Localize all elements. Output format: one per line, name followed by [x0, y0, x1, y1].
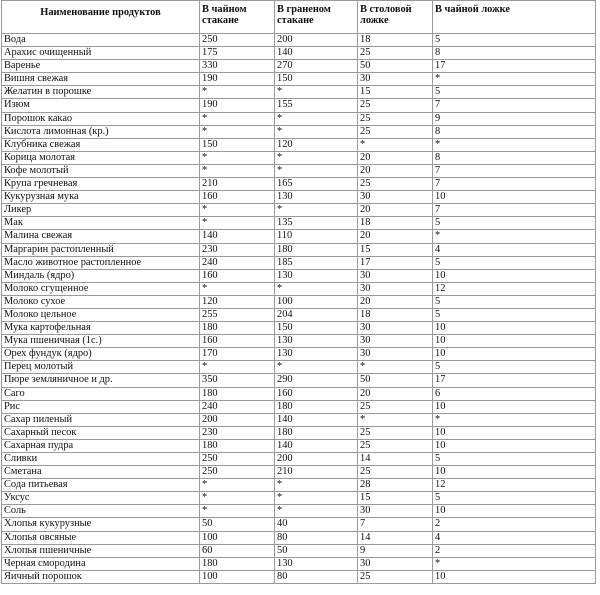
product-name-cell: Желатин в порошке	[2, 86, 200, 99]
product-name-cell: Орех фундук (ядро)	[2, 348, 200, 361]
table-row	[2, 544, 596, 557]
teaspoon-cell: 8	[433, 125, 596, 138]
teaspoon-cell: 5	[433, 361, 596, 374]
product-name-cell: Сахарный песок	[2, 426, 200, 439]
tablespoon-cell: 18	[358, 308, 433, 321]
tablespoon-cell: 30	[358, 322, 433, 335]
product-name-cell: Яичный порошок	[2, 570, 200, 583]
table-row	[2, 217, 596, 230]
tablespoon-cell: *	[358, 138, 433, 151]
product-name-cell: Молоко сгущенное	[2, 282, 200, 295]
product-name-cell: Корица молотая	[2, 151, 200, 164]
faceted-glass-cell: 130	[275, 191, 358, 204]
tablespoon-cell: 30	[358, 269, 433, 282]
tea-glass-cell: 160	[200, 335, 275, 348]
tablespoon-cell: 20	[358, 164, 433, 177]
faceted-glass-cell: 155	[275, 99, 358, 112]
table-row	[2, 164, 596, 177]
tablespoon-cell: 18	[358, 34, 433, 47]
tablespoon-cell: 15	[358, 243, 433, 256]
tablespoon-cell: 25	[358, 47, 433, 60]
tablespoon-cell: *	[358, 413, 433, 426]
teaspoon-cell: 10	[433, 335, 596, 348]
tablespoon-cell: 20	[358, 295, 433, 308]
product-name-cell: Соль	[2, 505, 200, 518]
faceted-glass-cell: *	[275, 492, 358, 505]
product-name-cell: Хлопья кукурузные	[2, 518, 200, 531]
faceted-glass-cell: 180	[275, 400, 358, 413]
faceted-glass-cell: *	[275, 125, 358, 138]
tea-glass-cell: *	[200, 479, 275, 492]
product-name-cell: Черная смородина	[2, 557, 200, 570]
tablespoon-cell: 20	[358, 387, 433, 400]
faceted-glass-cell: *	[275, 151, 358, 164]
teaspoon-cell: 5	[433, 295, 596, 308]
teaspoon-cell: 6	[433, 387, 596, 400]
tea-glass-cell: 180	[200, 439, 275, 452]
product-name-cell: Сметана	[2, 466, 200, 479]
teaspoon-cell: 4	[433, 243, 596, 256]
header-product-name: Наименование продуктов	[2, 1, 200, 34]
tea-glass-cell: 250	[200, 34, 275, 47]
teaspoon-cell: 10	[433, 466, 596, 479]
tea-glass-cell: 240	[200, 256, 275, 269]
teaspoon-cell: 5	[433, 86, 596, 99]
table-row	[2, 453, 596, 466]
faceted-glass-cell: *	[275, 112, 358, 125]
table-row	[2, 335, 596, 348]
tea-glass-cell: *	[200, 204, 275, 217]
product-name-cell: Малина свежая	[2, 230, 200, 243]
table-row	[2, 479, 596, 492]
faceted-glass-cell: 140	[275, 47, 358, 60]
tea-glass-cell: *	[200, 217, 275, 230]
tablespoon-cell: *	[358, 361, 433, 374]
measures-table	[1, 0, 596, 584]
product-name-cell: Сахарная пудра	[2, 439, 200, 452]
tablespoon-cell: 25	[358, 570, 433, 583]
tablespoon-cell: 25	[358, 439, 433, 452]
table-row	[2, 518, 596, 531]
product-name-cell: Пюре земляничное и др.	[2, 374, 200, 387]
table-row	[2, 269, 596, 282]
product-name-cell: Миндаль (ядро)	[2, 269, 200, 282]
teaspoon-cell: 5	[433, 217, 596, 230]
table-row	[2, 361, 596, 374]
tea-glass-cell: 170	[200, 348, 275, 361]
tablespoon-cell: 25	[358, 125, 433, 138]
table-row	[2, 439, 596, 452]
table-row	[2, 387, 596, 400]
product-name-cell: Маргарин растопленный	[2, 243, 200, 256]
tablespoon-cell: 30	[358, 505, 433, 518]
tablespoon-cell: 14	[358, 531, 433, 544]
product-name-cell: Кислота лимонная (кр.)	[2, 125, 200, 138]
product-name-cell: Мука пшеничная (1с.)	[2, 335, 200, 348]
header-tablespoon: В столовой ложке	[358, 1, 433, 34]
table-row	[2, 191, 596, 204]
tablespoon-cell: 30	[358, 191, 433, 204]
product-name-cell: Мак	[2, 217, 200, 230]
faceted-glass-cell: 150	[275, 322, 358, 335]
faceted-glass-cell: 165	[275, 178, 358, 191]
table-row	[2, 99, 596, 112]
tea-glass-cell: 160	[200, 191, 275, 204]
faceted-glass-cell: *	[275, 164, 358, 177]
table-row	[2, 47, 596, 60]
product-name-cell: Уксус	[2, 492, 200, 505]
tea-glass-cell: 180	[200, 557, 275, 570]
faceted-glass-cell: 200	[275, 453, 358, 466]
tablespoon-cell: 30	[358, 335, 433, 348]
tea-glass-cell: 350	[200, 374, 275, 387]
tablespoon-cell: 30	[358, 282, 433, 295]
table-row	[2, 73, 596, 86]
table-row	[2, 466, 596, 479]
faceted-glass-cell: *	[275, 505, 358, 518]
tea-glass-cell: 180	[200, 387, 275, 400]
teaspoon-cell: 10	[433, 570, 596, 583]
tea-glass-cell: 175	[200, 47, 275, 60]
tablespoon-cell: 9	[358, 544, 433, 557]
tablespoon-cell: 18	[358, 217, 433, 230]
tea-glass-cell: 210	[200, 178, 275, 191]
faceted-glass-cell: 150	[275, 73, 358, 86]
teaspoon-cell: 8	[433, 47, 596, 60]
faceted-glass-cell: 130	[275, 557, 358, 570]
teaspoon-cell: 8	[433, 151, 596, 164]
tablespoon-cell: 25	[358, 112, 433, 125]
table-row	[2, 426, 596, 439]
faceted-glass-cell: *	[275, 479, 358, 492]
faceted-glass-cell: 185	[275, 256, 358, 269]
table-row	[2, 374, 596, 387]
tea-glass-cell: 250	[200, 466, 275, 479]
teaspoon-cell: 5	[433, 453, 596, 466]
tea-glass-cell: 180	[200, 322, 275, 335]
table-row	[2, 413, 596, 426]
tablespoon-cell: 25	[358, 466, 433, 479]
faceted-glass-cell: 204	[275, 308, 358, 321]
tablespoon-cell: 30	[358, 557, 433, 570]
table-row	[2, 178, 596, 191]
product-name-cell: Крупа гречневая	[2, 178, 200, 191]
table-row	[2, 34, 596, 47]
table-row	[2, 282, 596, 295]
tablespoon-cell: 20	[358, 204, 433, 217]
tea-glass-cell: 150	[200, 138, 275, 151]
product-name-cell: Перец молотый	[2, 361, 200, 374]
product-name-cell: Саго	[2, 387, 200, 400]
table-row	[2, 230, 596, 243]
tea-glass-cell: *	[200, 125, 275, 138]
table-row	[2, 531, 596, 544]
teaspoon-cell: 2	[433, 544, 596, 557]
tea-glass-cell: *	[200, 492, 275, 505]
teaspoon-cell: 5	[433, 308, 596, 321]
faceted-glass-cell: 180	[275, 243, 358, 256]
product-name-cell: Вишня свежая	[2, 73, 200, 86]
tablespoon-cell: 30	[358, 348, 433, 361]
faceted-glass-cell: 200	[275, 34, 358, 47]
tablespoon-cell: 17	[358, 256, 433, 269]
tea-glass-cell: *	[200, 151, 275, 164]
tea-glass-cell: *	[200, 86, 275, 99]
product-name-cell: Сахар пиленый	[2, 413, 200, 426]
teaspoon-cell: *	[433, 138, 596, 151]
faceted-glass-cell: *	[275, 361, 358, 374]
table-row	[2, 348, 596, 361]
teaspoon-cell: 17	[433, 60, 596, 73]
teaspoon-cell: 12	[433, 282, 596, 295]
tea-glass-cell: 200	[200, 413, 275, 426]
product-name-cell: Арахис очищенный	[2, 47, 200, 60]
teaspoon-cell: 12	[433, 479, 596, 492]
table-row	[2, 204, 596, 217]
tea-glass-cell: 240	[200, 400, 275, 413]
tea-glass-cell: 140	[200, 230, 275, 243]
product-name-cell: Вода	[2, 34, 200, 47]
faceted-glass-cell: 130	[275, 269, 358, 282]
faceted-glass-cell: 50	[275, 544, 358, 557]
faceted-glass-cell: 160	[275, 387, 358, 400]
teaspoon-cell: 7	[433, 204, 596, 217]
tea-glass-cell: 230	[200, 426, 275, 439]
teaspoon-cell: *	[433, 557, 596, 570]
tea-glass-cell: 50	[200, 518, 275, 531]
tablespoon-cell: 25	[358, 178, 433, 191]
product-name-cell: Сода питьевая	[2, 479, 200, 492]
tea-glass-cell: *	[200, 164, 275, 177]
teaspoon-cell: 10	[433, 348, 596, 361]
teaspoon-cell: *	[433, 230, 596, 243]
tablespoon-cell: 50	[358, 60, 433, 73]
tea-glass-cell: 190	[200, 99, 275, 112]
faceted-glass-cell: *	[275, 204, 358, 217]
teaspoon-cell: 17	[433, 374, 596, 387]
table-row	[2, 243, 596, 256]
header-teaspoon: В чайной ложке	[433, 1, 596, 34]
tea-glass-cell: 330	[200, 60, 275, 73]
teaspoon-cell: 10	[433, 191, 596, 204]
table-row	[2, 256, 596, 269]
tablespoon-cell: 25	[358, 426, 433, 439]
faceted-glass-cell: 120	[275, 138, 358, 151]
tea-glass-cell: 100	[200, 531, 275, 544]
header-row	[2, 1, 596, 34]
product-name-cell: Молоко сухое	[2, 295, 200, 308]
tea-glass-cell: 120	[200, 295, 275, 308]
faceted-glass-cell: 110	[275, 230, 358, 243]
teaspoon-cell: *	[433, 413, 596, 426]
faceted-glass-cell: 130	[275, 348, 358, 361]
tea-glass-cell: *	[200, 361, 275, 374]
faceted-glass-cell: 210	[275, 466, 358, 479]
tea-glass-cell: *	[200, 112, 275, 125]
product-name-cell: Кукурузная мука	[2, 191, 200, 204]
tablespoon-cell: 50	[358, 374, 433, 387]
product-name-cell: Кофе молотый	[2, 164, 200, 177]
table-row	[2, 151, 596, 164]
tea-glass-cell: 100	[200, 570, 275, 583]
tablespoon-cell: 25	[358, 400, 433, 413]
table-row	[2, 322, 596, 335]
tablespoon-cell: 20	[358, 151, 433, 164]
product-name-cell: Хлопья овсяные	[2, 531, 200, 544]
teaspoon-cell: 5	[433, 256, 596, 269]
product-name-cell: Масло животное растопленное	[2, 256, 200, 269]
teaspoon-cell: 10	[433, 505, 596, 518]
product-name-cell: Ликер	[2, 204, 200, 217]
faceted-glass-cell: 270	[275, 60, 358, 73]
tea-glass-cell: *	[200, 282, 275, 295]
faceted-glass-cell: *	[275, 282, 358, 295]
table-row	[2, 295, 596, 308]
teaspoon-cell: 10	[433, 426, 596, 439]
table-row	[2, 492, 596, 505]
tea-glass-cell: 190	[200, 73, 275, 86]
product-name-cell: Изюм	[2, 99, 200, 112]
teaspoon-cell: 10	[433, 400, 596, 413]
product-name-cell: Хлопья пшеничные	[2, 544, 200, 557]
teaspoon-cell: 10	[433, 269, 596, 282]
tablespoon-cell: 7	[358, 518, 433, 531]
product-name-cell: Клубника свежая	[2, 138, 200, 151]
faceted-glass-cell: 130	[275, 335, 358, 348]
faceted-glass-cell: 40	[275, 518, 358, 531]
table-row	[2, 308, 596, 321]
table-row	[2, 138, 596, 151]
product-name-cell: Порошок какао	[2, 112, 200, 125]
faceted-glass-cell: 80	[275, 531, 358, 544]
table-row	[2, 570, 596, 583]
tablespoon-cell: 15	[358, 492, 433, 505]
teaspoon-cell: 5	[433, 34, 596, 47]
table-body	[2, 34, 596, 584]
teaspoon-cell: 5	[433, 492, 596, 505]
teaspoon-cell: 7	[433, 164, 596, 177]
faceted-glass-cell: 135	[275, 217, 358, 230]
teaspoon-cell: 10	[433, 439, 596, 452]
faceted-glass-cell: 100	[275, 295, 358, 308]
tea-glass-cell: 255	[200, 308, 275, 321]
table-row	[2, 86, 596, 99]
tablespoon-cell: 25	[358, 99, 433, 112]
product-name-cell: Мука картофельная	[2, 322, 200, 335]
product-name-cell: Молоко цельное	[2, 308, 200, 321]
tea-glass-cell: 230	[200, 243, 275, 256]
table-row	[2, 400, 596, 413]
teaspoon-cell: 7	[433, 99, 596, 112]
faceted-glass-cell: 80	[275, 570, 358, 583]
header-faceted-glass: В граненом стакане	[275, 1, 358, 34]
teaspoon-cell: 10	[433, 322, 596, 335]
tea-glass-cell: *	[200, 505, 275, 518]
table-row	[2, 505, 596, 518]
table-row	[2, 60, 596, 73]
table-row	[2, 125, 596, 138]
faceted-glass-cell: 140	[275, 439, 358, 452]
faceted-glass-cell: *	[275, 86, 358, 99]
teaspoon-cell: 4	[433, 531, 596, 544]
tea-glass-cell: 60	[200, 544, 275, 557]
tablespoon-cell: 14	[358, 453, 433, 466]
table-row	[2, 557, 596, 570]
tablespoon-cell: 30	[358, 73, 433, 86]
table-row	[2, 112, 596, 125]
faceted-glass-cell: 180	[275, 426, 358, 439]
faceted-glass-cell: 140	[275, 413, 358, 426]
tablespoon-cell: 28	[358, 479, 433, 492]
tablespoon-cell: 20	[358, 230, 433, 243]
tea-glass-cell: 160	[200, 269, 275, 282]
product-name-cell: Рис	[2, 400, 200, 413]
teaspoon-cell: *	[433, 73, 596, 86]
product-name-cell: Сливки	[2, 453, 200, 466]
product-name-cell: Варенье	[2, 60, 200, 73]
tablespoon-cell: 15	[358, 86, 433, 99]
faceted-glass-cell: 290	[275, 374, 358, 387]
header-tea-glass: В чайном стакане	[200, 1, 275, 34]
teaspoon-cell: 7	[433, 178, 596, 191]
teaspoon-cell: 9	[433, 112, 596, 125]
tea-glass-cell: 250	[200, 453, 275, 466]
teaspoon-cell: 2	[433, 518, 596, 531]
